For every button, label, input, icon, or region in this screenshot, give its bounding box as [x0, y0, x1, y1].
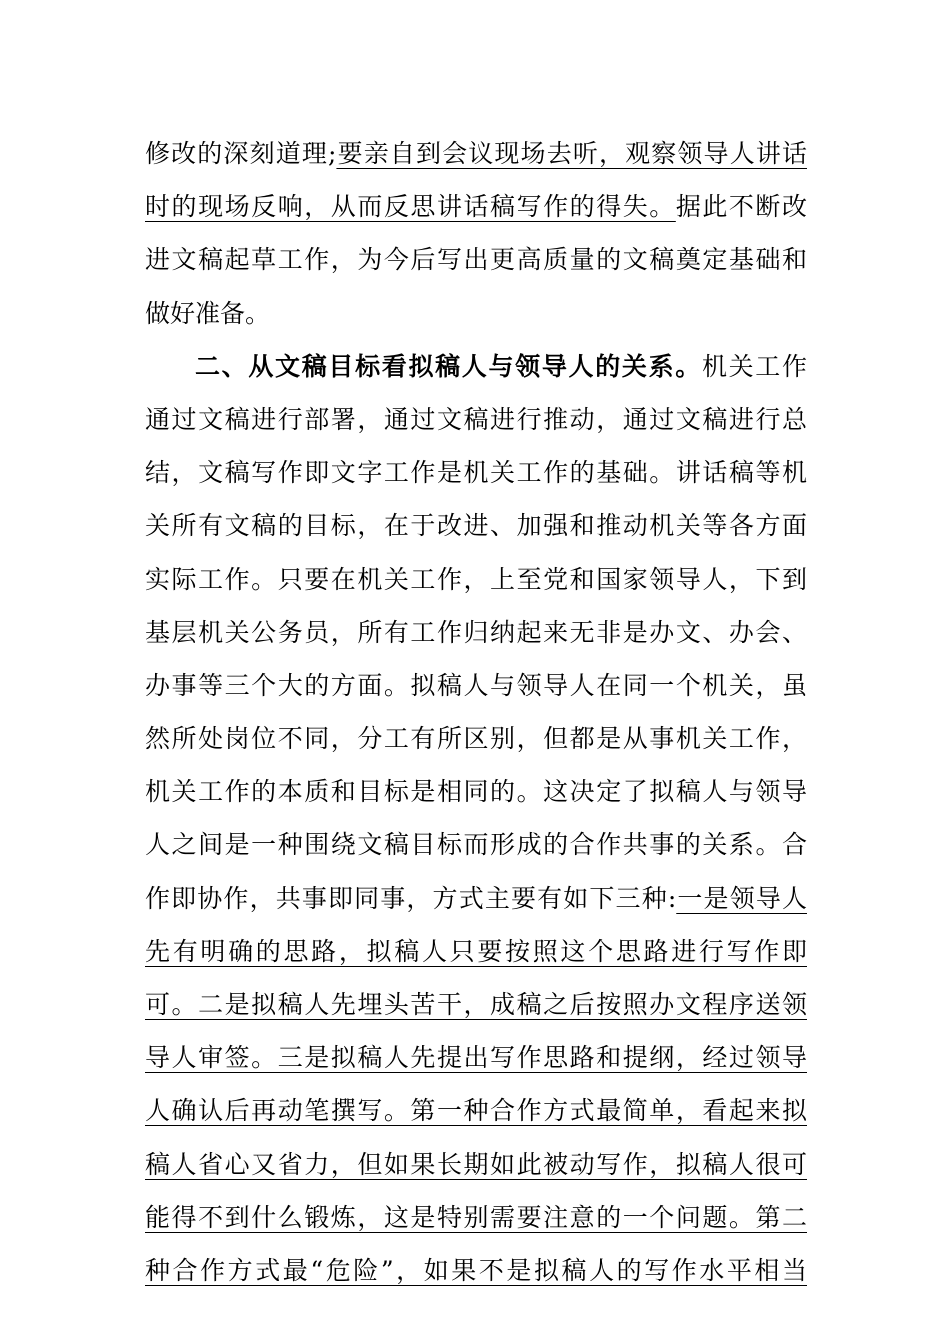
text-run: 进文稿起草工作，为今后写出更高质量的文稿奠定基础和 [145, 245, 807, 275]
underlined-text-run: 稿人省心又省力，但如果长期如此被动写作，拟稿人很可 [145, 1149, 807, 1179]
text-line [145, 1244, 807, 1297]
text-line [145, 287, 807, 340]
section-heading: 二、从文稿目标看拟稿人与领导人的关系。 [195, 351, 702, 381]
text-line [145, 712, 807, 765]
text-line [145, 1138, 807, 1191]
underlined-text-run: 能得不到什么锻炼，这是特别需要注意的一个问题。第二 [145, 1202, 807, 1232]
text-run: 通过文稿进行部署，通过文稿进行推动，通过文稿进行总 [145, 404, 807, 434]
text-line [145, 180, 807, 233]
text-line [145, 233, 807, 286]
document-body [145, 127, 807, 1297]
underlined-text-run: 种合作方式最“危险”，如果不是拟稿人的写作水平相当 [145, 1255, 807, 1285]
text-run: 人之间是一种围绕文稿目标而形成的合作共事的关系。合 [145, 830, 807, 860]
text-line [145, 978, 807, 1031]
text-line [145, 127, 807, 180]
text-line [145, 393, 807, 446]
underlined-text-run: 可。二是拟稿人先埋头苦干，成稿之后按照办文程序送领 [145, 990, 807, 1019]
text-run: 机关工作的本质和目标是相同的。这决定了拟稿人与领导 [145, 777, 807, 807]
text-line [145, 446, 807, 499]
text-run: 机关工作 [701, 351, 807, 381]
underlined-text-run: 要亲自到会议现场去听，观察领导人讲话 [336, 139, 807, 168]
text-line [145, 659, 807, 712]
text-run: 据此不断改 [675, 192, 807, 222]
text-line [145, 925, 807, 978]
text-run: 办事等三个大的方面。拟稿人与领导人在同一个机关，虽 [145, 670, 807, 700]
text-run: 结，文稿写作即文字工作是机关工作的基础。讲话稿等机 [145, 458, 807, 488]
text-line [145, 818, 807, 871]
underlined-text-run: 导人审签。三是拟稿人先提出写作思路和提纲，经过领导 [145, 1043, 807, 1073]
text-line [145, 553, 807, 606]
text-line [145, 499, 807, 552]
underlined-text-run: 一是领导人 [676, 883, 807, 913]
text-line [145, 606, 807, 659]
text-line [145, 765, 807, 818]
text-run: 基层机关公务员，所有工作归纳起来无非是办文、办会、 [145, 617, 807, 647]
underlined-text-run: 时的现场反响，从而反思讲话稿写作的得失。 [145, 192, 676, 222]
text-line [145, 872, 807, 925]
text-run: 然所处岗位不同，分工有所区别，但都是从事机关工作， [145, 724, 807, 754]
text-line [145, 1191, 807, 1244]
underlined-text-run: 先有明确的思路，拟稿人只要按照这个思路进行写作即 [145, 936, 807, 966]
text-run: 关所有文稿的目标，在于改进、加强和推动机关等各方面 [145, 511, 807, 541]
text-line [145, 1031, 807, 1084]
text-run: 修改的深刻道理; [145, 139, 337, 168]
text-run: 实际工作。只要在机关工作，上至党和国家领导人，下到 [145, 564, 807, 594]
text-run: 做好准备。 [145, 298, 271, 328]
text-line [145, 1084, 807, 1137]
section-heading-line [145, 340, 807, 393]
text-run: 作即协作，共事即同事，方式主要有如下三种: [145, 883, 677, 913]
underlined-text-run: 人确认后再动笔撰写。第一种合作方式最简单，看起来拟 [145, 1096, 807, 1126]
